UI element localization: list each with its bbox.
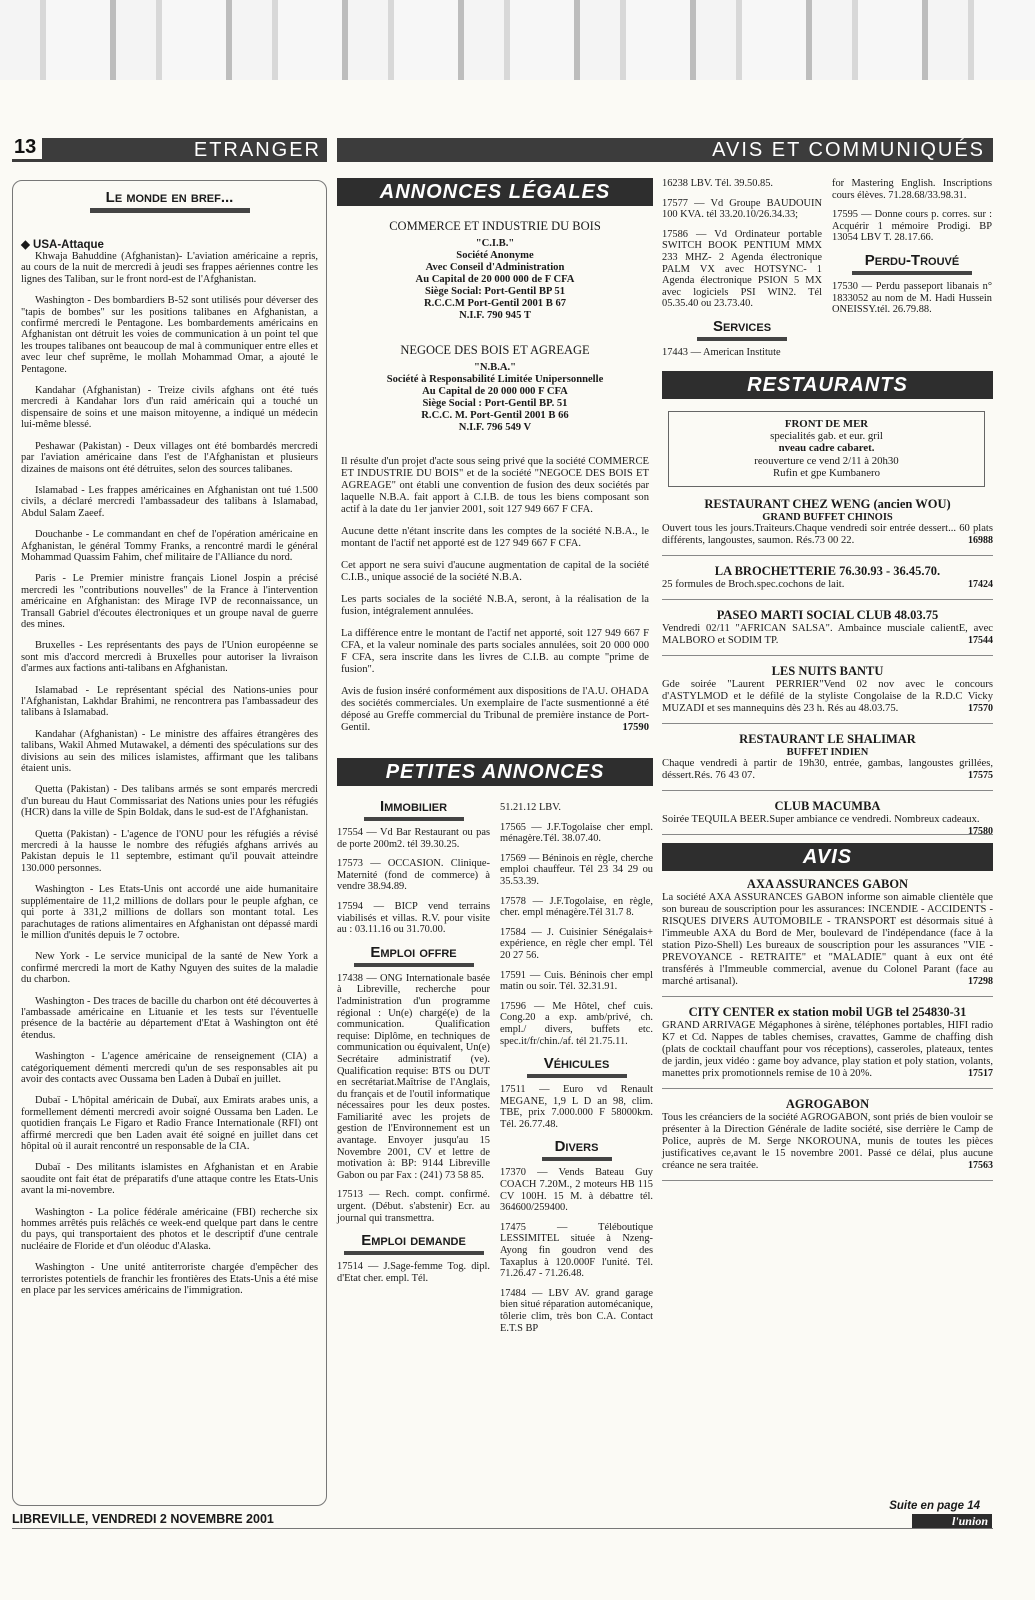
restaurant-ad-ref: 17424 [968, 578, 993, 590]
restaurant-ad-body: Vendredi 02/11 "AFRICAN SALSA". Ambaince musciale calientE, avec MALBORO et SODIM TP. [662, 622, 993, 646]
divider [662, 1088, 993, 1089]
restaurant-ad-ref: 17580 [968, 825, 993, 837]
brief-paragraph: Khwaja Bahuddine (Afghanistan)- L'aviation américaine a repris, au cours de la nuit de mercredi à jeudi ses frappes aériennes contre les lignes des Taliban, sur le front nord-est de l'Afghanistan. [21, 251, 318, 285]
company2-details [341, 362, 649, 434]
classified-ad: 17578 — J.F.Togolaise, en règle, cher. empl ménagère.Tél 31.7 8. [500, 895, 653, 919]
restaurant-ad-subtitle: GRAND BUFFET CHINOIS [762, 511, 893, 523]
legal-paragraph: Avis de fusion inséré conformément aux dispositions de l'A.U. OHADA des sociétés commerciales. Un exemplaire de l'acte susmentionné a été déposé au Greffe commercial du Tribunal de première instance de Port-Gentil. 17590 [341, 686, 649, 733]
legal-paragraph: Il résulte d'un projet d'acte sous seing privé que la société COMMERCE ET INDUSTRIE DU BOIS" et de la société "NEGOCE DES BOIS ET AGREAGE" ont établi une convention de fusion des deux sociétés par laquelle N.B.A. fait apport à C.I.B. de tous les biens composant son actif à la date du 1er janvier 2001, soit 127 949 667 F CFA. [341, 456, 649, 515]
brief-kicker: ◆ USA-Attaque [21, 239, 104, 251]
top-b-list [832, 178, 992, 244]
restaurant-ad [662, 664, 993, 724]
brief-paragraph: Kandahar (Afghanistan) - Treize civils afghans ont été tués mercredi à Kandahar lors d'un raid américain qui a touché un dispensaire de soins et une maison mitoyenne, a indiqué un médecin lui-même blessé. [21, 385, 318, 431]
emploi-demande-list [337, 1261, 490, 1284]
section-header-right [337, 138, 993, 162]
restaurant-ad-ref: 17544 [968, 634, 993, 646]
head-divers: Divers [542, 1138, 612, 1161]
divider [662, 655, 993, 656]
restaurant-ad-ref: 17575 [968, 769, 993, 781]
legal-paragraph: Cet apport ne sera suivi d'aucune augmentation de capital de la société C.I.B., unique associé de la société N.B.A. [341, 560, 649, 583]
classified-ad: 17594 — BICP vend terrains viabilisés et villas. R.V. pour visite au : 03.11.16 ou 31.70.00. [337, 900, 490, 936]
legal-body [341, 456, 649, 734]
section-header-left [12, 138, 327, 162]
restaurant-ad-name: LES NUITS BANTU [771, 663, 884, 678]
newspaper-logo: l'union [912, 1514, 992, 1528]
scanner-background [0, 0, 1035, 80]
company1-line: Siège Social: Port-Gentil BP 51 [424, 286, 566, 297]
col-b-top: 51.21.12 LBV. [500, 802, 562, 813]
restaurant-ad-text [662, 679, 993, 715]
head-immobilier: Immobilier [364, 798, 464, 821]
classified-ad: 17370 — Vends Bateau Guy COACH 7.20M., 2 moteurs HB 115 CV 100H. 15 M. à débattre tél. 364600/259400. [500, 1167, 653, 1214]
restaurant-ad [662, 608, 993, 656]
restaurant-ad-text [662, 579, 993, 591]
classified-ad: 17569 — Béninois en règle, cherche emploi chauffeur. Tél 23 34 29 ou 35.53.39. [500, 852, 653, 887]
brief-paragraph: Bruxelles - Les représentants des pays de l'Union européenne se sont mis d'accord mercredi à Bruxelles pour autoriser la livraison d'armes aux factions anti-talibans en Afghanistan. [21, 640, 318, 675]
restaurant-ad-body: Soirée TEQUILA BEER.Super ambiance ce vendredi. Nombreux cadeaux. [662, 813, 980, 825]
company1-line: R.C.C.M Port-Gentil 2001 B 67 [423, 298, 567, 309]
restaurant-ad [662, 732, 993, 791]
head-perdu-trouve: Perdu-Trouvé [852, 252, 972, 275]
avis-notice-name: AGROGABON [785, 1096, 870, 1111]
restaurant-ad [662, 497, 993, 556]
restaurant-ad-ref: 16988 [968, 534, 993, 546]
classified-ad: 17484 — LBV AV. grand garage bien situé réparation automécanique, tôlerie clim, très bon C.A. Contact E.T.S BP [500, 1287, 653, 1334]
avis-notice-ref: 17563 [968, 1159, 993, 1171]
top-ads-a [662, 178, 822, 367]
restaurant-ad [662, 564, 993, 600]
divider [662, 723, 993, 724]
avis-notice [662, 1097, 993, 1181]
front-de-mer-line: FRONT DE MER [784, 417, 869, 430]
restaurant-ad-name: LA BROCHETTERIE 76.30.93 - 36.45.70. [714, 563, 941, 578]
classified-ad: 17513 — Rech. compt. confirmé. urgent. (Début. s'abstenir) Ecr. au journal qui transmettra. [337, 1189, 490, 1224]
avis-notice-text [662, 1112, 993, 1172]
brief-paragraph: Douchanbe - Le commandant en chef de l'opération américaine en Afghanistan, le général Tommy Franks, a rencontré mardi le général Mohammad Quassim Fahim, chef militaire de l'Alliance du nord. [21, 529, 318, 563]
col-b-list [500, 822, 653, 1048]
brief-paragraph: Islamabad - Le représentant spécial des Nations-unies pour l'Afghanistan, Lakhdar Brahimi, ne rencontrera pas l'ambassadeur des talibans à Islamabad. [21, 684, 318, 719]
classified-ad: 17591 — Cuis. Béninois cher empl matin ou soir. Tél. 32.31.91. [500, 969, 653, 993]
petites-col-a [337, 790, 490, 1342]
front-de-mer-line: Rufin et gpe Kumbanero [772, 467, 881, 480]
restaurant-ad-text [662, 758, 993, 782]
banner-annonces-legales: ANNONCES LÉGALES [337, 178, 653, 206]
company2-line: R.C.C. M. Port-Gentil 2001 B 66 [421, 410, 569, 421]
front-de-mer-line: reouverture ce vend 2/11 à 20h30 [754, 454, 899, 467]
suite-en-page: Suite en page 14 [889, 1500, 980, 1512]
restaurant-ad [662, 799, 993, 835]
restaurant-ad-subtitle: BUFFET INDIEN [786, 746, 869, 758]
avis-notice-text [662, 892, 993, 988]
classified-ad: 17475 — Téléboutique LESSIMITEL située à Nzeng-Ayong fin goudron vend des Taxaplus à 120.000F l'unité. Tél. 71.26.47 - 71.26.48. [500, 1221, 653, 1280]
company2-title: NEGOCE DES BOIS ET AGREAGE [400, 343, 590, 357]
avis-notice-body: GRAND ARRIVAGE Mégaphones à sirène, téléphones portables, HIFI radio K7 et Cd. Nappes de tables chemises, cravattes, Gamme de chaffing dish (plats de cocktail chauffant pour vos réceptions), casseroles, plateaux, tentes de jardin, jeux vidéo : game boy advance, play station et poly station, volants, manettes prix promotionnels remise de 10 à 20%. [662, 1019, 993, 1079]
restaurant-ad-body: 25 formules de Broch.spec.cochons de lait. [662, 578, 845, 590]
avis-notice-ref: 17517 [968, 1067, 993, 1079]
brief-paragraphs [21, 251, 318, 1296]
avis-notice-body: La société AXA ASSURANCES GABON informe son aimable clientèle que son bureau de souscription pour les assurances: INCENDIE - ACCIDENTS - RISQUES DIVERS AUTOMOBILE - TRANSPORT est désormais situé à l'immeuble AXA du Bord de Mer, boulevard de l'indépendance (face à la station Pizo-Shell) Les bureaux de souscription pour les assurances "VIE - PREVOYANCE - RETRAITE" et "MALADIE" quant à eux ont été transférés à l'Immeuble commercial, avenue du Colonel Parant (face au marché artisanal). [662, 891, 993, 987]
section-title-etranger: ETRANGER [193, 139, 321, 161]
classified-ad: 17554 — Vd Bar Restaurant ou pas de porte 200m2. tél 39.30.25. [337, 827, 490, 850]
divider [662, 1180, 993, 1181]
brief-paragraph: Kandahar (Afghanistan) - Le ministre des affaires étrangères des talibans, Wakil Ahmed Mutawakel, a démenti des spéculations sur des divisions au sein des milices islamistes, affirmant que les talibans étaient unis. [21, 728, 318, 775]
classified-ad: 17514 — J.Sage-femme Tog. dipl. d'Etat cher. empl. Tél. [337, 1261, 490, 1284]
company1-line: Société Anonyme [456, 250, 534, 261]
brief-paragraph: Washington - La police fédérale américaine (FBI) recherche six hommes arrêtés puis relâchés ce week-end quelque part dans le centre du pays, qui transportaient des photos et le descriptif d'une centrale nucléaire de Floride et d'un oléoduc d'Alaska. [21, 1206, 318, 1252]
dateline: LIBREVILLE, VENDREDI 2 NOVEMBRE 2001 [12, 1512, 274, 1526]
avis-notice-ref: 17298 [968, 975, 993, 987]
brief-paragraph: Washington - Une unité antiterroriste chargée d'empêcher des terroristes potentiels de franchir les frontières des Etats-Unis a été mise en place par les services américains de l'immigration. [21, 1262, 318, 1297]
brief-paragraph: Dubaï - Des militants islamistes en Afghanistan et en Arabie saoudite ont fait état de préparatifs d'une attaque contre les Etats-Unis avant la mi-novembre. [21, 1162, 318, 1197]
restaurant-ad-text [662, 623, 993, 647]
legal-paragraph: La différence entre le montant de l'actif net apporté, soit 127 949 667 F CFA, et la valeur nominale des parts sociales annulées, soit 20 000 000 F CFA, sera inscrite dans les livres de C.I.B. au compte "prime de fusion". [341, 628, 649, 675]
restaurant-ad-ref: 17570 [968, 702, 993, 714]
legal-notice [337, 206, 653, 752]
column-annonces [337, 178, 653, 1342]
avis-notice-name: CITY CENTER ex station mobil UGB tel 254830-31 [688, 1004, 967, 1019]
footer-rule [12, 1528, 993, 1529]
head-emploi-offre: Emploi offre [354, 944, 474, 967]
company1-line: Avec Conseil d'Administration [425, 262, 565, 273]
divider [662, 834, 993, 835]
banner-avis: AVIS [662, 843, 993, 871]
brief-paragraph: Quetta (Pakistan) - L'agence de l'ONU pour les réfugiés a révisé mercredi à la hausse le nombre des réfugiés afghans arrivés au Pakistan depuis le 11 septembre, estimant qu'il pouvait atteindre 130.000 personnes. [21, 828, 318, 874]
brief-paragraph: Washington - L'agence américaine de renseignement (CIA) a catégoriquement démenti mercredi qu'un de ses responsables ait pu avoir des contacts avec Oussama ben Laden à Dubaï en juillet. [21, 1051, 318, 1085]
brief-paragraph: Washington - Des traces de bacille du charbon ont été découvertes à l'ambassade américaine en Lituanie et les tests sur l'éventuelle présence de la bactérie au département d'Etat à Washington ont été étendus. [21, 995, 318, 1041]
company2-line: Société à Responsabilité Limitée Unipersonnelle [386, 374, 604, 385]
restaurant-ad-text [662, 523, 993, 547]
divider [662, 555, 993, 556]
services-ad: 17443 — American Institute [662, 346, 781, 358]
head-services: Services [697, 318, 787, 341]
classified-ad: 17586 — Vd Ordinateur portable SWITCH BOOK PENTIUM MMX 233 MHZ- 2 Agenda électronique PALM VX avec HOTSYNC- 1 Agenda électronique PSION 5 MX avec logiciels PSI WIN2. Tél 05.35.40 ou 23.73.40. [662, 228, 822, 310]
company2-line: N.I.F. 796 549 V [458, 422, 532, 433]
restaurant-ad-text [662, 813, 993, 837]
avis-notice [662, 1005, 993, 1089]
avis-notice-body: Tous les créanciers de la société AGROGABON, sont priés de bien vouloir se présenter à la Direction Générale de ladite société, sise derrière le Camp de Police, auprès de M. Serge NKOROUNA, munis de toutes les pièces justificatives ce,avant le 15 novembre 2001. Passé ce délai, plus aucune créance ne sera traitée. [662, 1111, 993, 1171]
monde-en-bref-box [12, 180, 327, 1506]
restaurants-list [662, 497, 993, 835]
company2-line: Au Capital de 20 000 000 F CFA [422, 386, 568, 397]
petites-col-b [500, 790, 653, 1342]
divider [662, 599, 993, 600]
brief-paragraph: Quetta (Pakistan) - Des talibans armés se sont emparés mercredi d'un bureau du Haut Commissariat des Nations unies pour les réfugiés (HCR) dans la ville de Spin Boldak, dans le sud-est de l'Afghanistan. [21, 784, 318, 819]
vehicules-list [500, 1084, 653, 1130]
company2-line: "N.B.A." [473, 362, 517, 373]
divider [662, 996, 993, 997]
restaurant-ad-name: RESTAURANT LE SHALIMAR [739, 731, 916, 746]
company2-line: Siège Social : Port-Gentil BP. 51 [422, 398, 568, 409]
immobilier-list [337, 827, 490, 936]
brief-paragraph: Washington - Des bombardiers B-52 sont utilisés pour déverser des "tapis de bombes" sur les positions talibanes en Afghanistan, a confirmé mercredi le Pentagone. Les bombardements américains en Afghanistan ont détruit les voies de communication à un point tel que les troupes talibanes ont beaucoup de mal à communiquer entre elles et avec leur chef suprême, le mollah Mohammad Omar, a ajouté le Pentagone. [21, 295, 318, 375]
company1-line: "C.I.B." [475, 238, 515, 249]
classified-ad: 17577 — Vd Groupe BAUDOUIN 100 KVA. tél 33.20.10/26.34.33; [662, 197, 822, 221]
brief-paragraph: New York - Le service municipal de la santé de New York a confirmé mercredi la mort de Kathy Nguyen des suites de la maladie du charbon. [21, 951, 318, 986]
section-title-avis: AVIS ET COMMUNIQUÉS [712, 139, 985, 161]
front-de-mer-box [668, 411, 985, 487]
avis-list [662, 877, 993, 1181]
top-ads-b [832, 178, 992, 367]
front-de-mer-line: nveau cadre cabaret. [778, 442, 875, 455]
petites-annonces-columns [337, 786, 653, 1342]
banner-restaurants: RESTAURANTS [662, 371, 993, 399]
head-vehicules: Véhicules [527, 1055, 627, 1078]
company1-details [341, 238, 649, 322]
restaurant-ad-name: PASEO MARTI SOCIAL CLUB 48.03.75 [716, 607, 939, 622]
company1-line: N.I.F. 790 945 T [459, 310, 531, 321]
top-a-list [662, 178, 822, 310]
brief-paragraph: Peshawar (Pakistan) - Deux villages ont été bombardés mercredi par l'aviation américaine dans l'est de l'Afghanistan et plusieurs dizaines de maisons ont été détruites, selon des sources talibanes. [21, 440, 318, 475]
company1-line: Au Capital de 20 000 000 de F CFA [415, 274, 575, 285]
brief-paragraph: Paris - Le Premier ministre français Lionel Jospin a précisé mercredi les "contributions nouvelles" de la France à l'intervention américaine en Afghanistan: des Mirage IVP de reconnaissance, un Transall Gabriel d'écoutes électroniques et un groupe naval de guerre des mines. [21, 573, 318, 630]
column-avis [662, 178, 993, 1189]
restaurant-ad-name: RESTAURANT CHEZ WENG (ancien WOU) [704, 496, 951, 511]
avis-notice [662, 877, 993, 997]
classified-ad: 17438 — ONG Internationale basée à Libreville, recherche pour l'administration d'un programme régional : Un(e) chargé(e) de la communication. Qualification requise: Diplôme, en techniques de communication ou équivalent, Un(e) Secrétaire administratif (ve). Qualification requise: BTS ou DUT en secrétariat.Maîtrise de l'Anglais, du français et de l'outil informatique nécessaires pour les deux postes. Familiarité avec les projets de gestion de l'Environnement est un avantage. Envoyer jusqu'au 15 Novembre 2001, CV et lettre de motivation à: BP: 9144 Libreville Gabon ou par Fax : (241) 73 58 85. [337, 972, 490, 1181]
brief-paragraph: Dubaï - L'hôpital américain de Dubaï, aux Emirats arabes unis, a formellement démenti mercredi avoir soigné Oussama ben Laden. Le quotidien français Le Figaro et Radio France Internationale (RFI) ont affirmé mercredi que ben Laden avait été soigné en juillet dans cet hôpital où il aurait rencontré un responsable de la CIA. [21, 1095, 318, 1152]
banner-petites-annonces: PETITES ANNONCES [337, 758, 653, 786]
emploi-offre-list [337, 973, 490, 1224]
avis-notice-name: AXA ASSURANCES GABON [746, 876, 909, 891]
brief-paragraph: Islamabad - Les frappes américaines en Afghanistan ont tué 1.500 civils, a déclaré mercredi l'ambassadeur des talibans à Islamabad, Abdul Salam Zaeef. [21, 484, 318, 519]
avis-notice-text [662, 1020, 993, 1080]
head-emploi-demande: Emploi demande [344, 1232, 484, 1255]
classified-ad: 17596 — Me Hôtel, chef cuis. Cong.20 a exp. amb/privé, ch. empl./ divers, buffets etc. spec.it/fr/chin./af. tél 21.75.11. [500, 1000, 653, 1047]
classified-ad: 17595 — Donne cours p. corres. sur : Acquérir 1 mémoire Prodigi. BP 13054 LBV T. 28.17.66. [832, 209, 992, 244]
perdu-ad: 17530 — Perdu passeport libanais n° 1833052 au nom de M. Hadi Hussein ONEISSY.tél. 26.79.88. [832, 280, 992, 316]
legal-paragraph: Aucune dette n'étant inscrite dans les comptes de la société N.B.A., le montant de l'actif net apporté est de 127 949 667 F CFA. [341, 526, 649, 549]
classified-ad: 17511 — Euro vd Renault MEGANE, 1,9 L D an 98, clim. TBE, prix 7.000.000 F 58000km. Tél. 26.77.48. [500, 1084, 653, 1130]
company1-title: COMMERCE ET INDUSTRIE DU BOIS [389, 219, 601, 233]
classified-ad: 17584 — J. Cuisinier Sénégalais+ expérience, en règle cher empl. Tél 20 27 56. [500, 926, 653, 961]
legal-paragraph: Les parts sociales de la société N.B.A, seront, à la réalisation de la fusion, intégralement annulées. [341, 594, 649, 617]
brief-paragraph: Washington - Les Etats-Unis ont accordé une aide humanitaire supplémentaire de 11,2 millions de dollars pour le peuple afghan, ce qui porte à 331,2 millions de dollars son montant total. Les parachutages de rations alimentaires en Afghanistan ont dépassé mardi le million d'unités depuis le 7 octobre. [21, 884, 318, 941]
classified-ad: 16238 LBV. Tél. 39.50.85. [662, 178, 774, 189]
legal-ref-number: 17590 [622, 722, 649, 733]
top-small-ads [662, 178, 993, 367]
restaurant-ad-body: Gde soirée "Laurent PERRIER"Vend 02 nov avec le concours d'ASTYLMOD et le défilé de la styliste Congolaise de la R.D.C Vicky MUZADI et ses mannequins dès 23 h. Rés au 48.03.75. [662, 678, 993, 714]
restaurant-ad-name: CLUB MACUMBA [774, 798, 881, 813]
divider [662, 790, 993, 791]
page-number: 13 [12, 136, 42, 159]
brief-title: Le monde en bref... [90, 189, 250, 213]
classified-ad: 17573 — OCCASION. Clinique-Maternité (fond de commerce) à vendre 38.94.89. [337, 858, 490, 893]
divers-list [500, 1167, 653, 1334]
classified-ad: 17565 — J.F.Togolaise cher empl. ménagère.Tél. 38.07.40. [500, 821, 653, 845]
restaurant-ad-body: Chaque vendredi à partir de 19h30, entrée, gambas, langoustes grillées, déssert.Rés. 76 43 07. [662, 757, 993, 781]
restaurant-ad-body: Ouvert tous les jours.Traiteurs.Chaque vendredi soir entrée dessert... 60 plats différents, langoustes, saumon. Rés.73 00 22. [662, 522, 993, 546]
front-de-mer-line: specialités gab. et eur. gril [770, 429, 883, 442]
classified-ad: for Mastering English. Inscriptions cours élèves. 71.28.68/33.98.31. [832, 178, 992, 201]
